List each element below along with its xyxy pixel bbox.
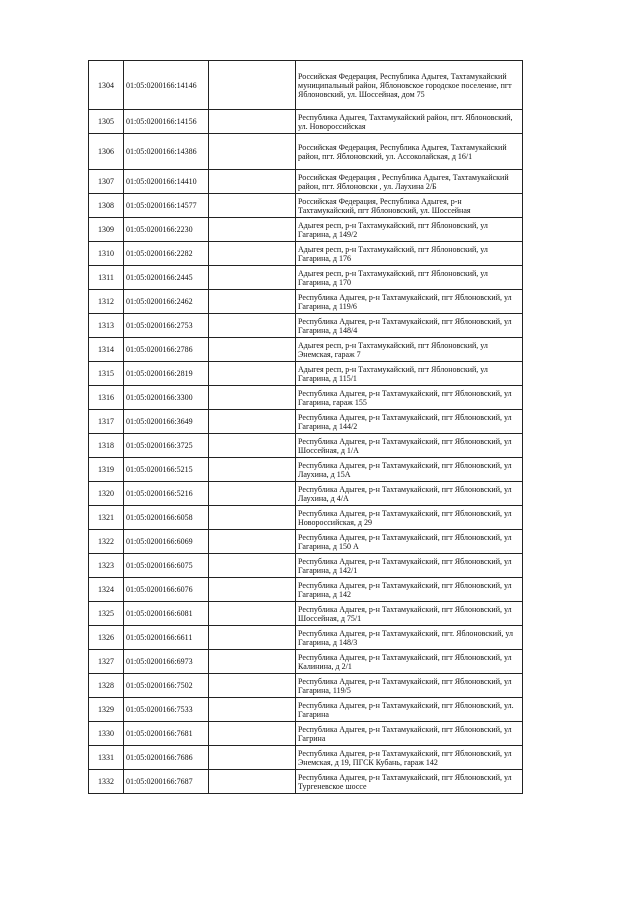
row-number-cell: 1323 [89, 554, 124, 578]
table-row [89, 770, 523, 794]
table-row [89, 482, 523, 506]
address-cell: Республика Адыгея, р-н Тахтамукайский, пгт Яблоновский, ул. Гагарина [296, 698, 523, 722]
address-cell: Республика Адыгея, р-н Тахтамукайский, пгт. Яблоновский, ул Гагарина, д 148/3 [296, 626, 523, 650]
empty-cell [209, 554, 296, 578]
cadastral-number-cell: 01:05:0200166:2230 [124, 218, 209, 242]
cadastral-number-cell: 01:05:0200166:14577 [124, 194, 209, 218]
address-cell: Республика Адыгея, р-н Тахтамукайский, пгт Яблоновский, ул Гагарина, д 142/1 [296, 554, 523, 578]
empty-cell [209, 314, 296, 338]
empty-cell [209, 61, 296, 110]
address-cell: Республика Адыгея, р-н Тахтамукайский, пгт Яблоновский, ул Новороссийская, д 29 [296, 506, 523, 530]
empty-cell [209, 626, 296, 650]
table-row [89, 458, 523, 482]
empty-cell [209, 746, 296, 770]
address-cell: Республика Адыгея, Тахтамукайский район, пгт. Яблоновский, ул. Новороссийская [296, 110, 523, 134]
address-cell: Адыгея респ, р-н Тахтамукайский, пгт Яблоновский, ул Энемская, гараж 7 [296, 338, 523, 362]
table-row [89, 650, 523, 674]
empty-cell [209, 578, 296, 602]
table-row [89, 434, 523, 458]
address-cell: Республика Адыгея, р-н Тахтамукайский, пгт Яблоновский, ул Шоссейная, д 1/А [296, 434, 523, 458]
empty-cell [209, 506, 296, 530]
cadastral-number-cell: 01:05:0200166:6069 [124, 530, 209, 554]
table-row [89, 578, 523, 602]
empty-cell [209, 674, 296, 698]
cadastral-number-cell: 01:05:0200166:3300 [124, 386, 209, 410]
table-row [89, 410, 523, 434]
row-number-cell: 1315 [89, 362, 124, 386]
table-row [89, 530, 523, 554]
address-cell: Республика Адыгея, р-н Тахтамукайский, пгт Яблоновский, ул Гагрина [296, 722, 523, 746]
table-row [89, 554, 523, 578]
address-cell: Республика Адыгея, р-н Тахтамукайский, пгт Яблоновский, ул Гагарина, гараж 155 [296, 386, 523, 410]
row-number-cell: 1328 [89, 674, 124, 698]
cadastral-number-cell: 01:05:0200166:14386 [124, 134, 209, 170]
table-row [89, 626, 523, 650]
cadastral-number-cell: 01:05:0200166:2445 [124, 266, 209, 290]
row-number-cell: 1306 [89, 134, 124, 170]
row-number-cell: 1309 [89, 218, 124, 242]
cadastral-number-cell: 01:05:0200166:6076 [124, 578, 209, 602]
row-number-cell: 1316 [89, 386, 124, 410]
empty-cell [209, 266, 296, 290]
table-row [89, 290, 523, 314]
address-cell: Республика Адыгея, р-н Тахтамукайский, пгт Яблоновский, ул Шоссейная, д 75/1 [296, 602, 523, 626]
row-number-cell: 1322 [89, 530, 124, 554]
address-cell: Республика Адыгея, р-н Тахтамукайский, пгт Яблоновский, ул Гагарина, д 119/6 [296, 290, 523, 314]
empty-cell [209, 410, 296, 434]
empty-cell [209, 218, 296, 242]
table-row [89, 134, 523, 170]
address-cell: Российская Федерация, Республика Адыгея, Тахтамукайский муниципальный район, Яблоновское городское поселение, пгт Яблоновский, ул. Шоссейная, дом 75 [296, 61, 523, 110]
address-cell: Республика Адыгея, р-н Тахтамукайский, пгт Яблоновский, ул Калинина, д 2/1 [296, 650, 523, 674]
empty-cell [209, 602, 296, 626]
cadastral-number-cell: 01:05:0200166:6081 [124, 602, 209, 626]
cadastral-number-cell: 01:05:0200166:14410 [124, 170, 209, 194]
table-row [89, 602, 523, 626]
row-number-cell: 1317 [89, 410, 124, 434]
address-cell: Адыгея респ, р-н Тахтамукайский, пгт Яблоновский, ул Гагарина, д 176 [296, 242, 523, 266]
address-cell: Республика Адыгея, р-н Тахтамукайский, пгт Яблоновский, ул Лаухина, д 15А [296, 458, 523, 482]
empty-cell [209, 290, 296, 314]
empty-cell [209, 194, 296, 218]
table-row [89, 386, 523, 410]
table-row [89, 722, 523, 746]
address-cell: Республика Адыгея, р-н Тахтамукайский, пгт Яблоновский, ул Гагарина, д 142 [296, 578, 523, 602]
table-row [89, 218, 523, 242]
table-row [89, 674, 523, 698]
address-cell: Республика Адыгея, р-н Тахтамукайский, пгт Яблоновский, ул Гагарина, д 144/2 [296, 410, 523, 434]
row-number-cell: 1313 [89, 314, 124, 338]
land-plot-register-table [88, 60, 523, 794]
cadastral-number-cell: 01:05:0200166:7687 [124, 770, 209, 794]
cadastral-number-cell: 01:05:0200166:7686 [124, 746, 209, 770]
cadastral-number-cell: 01:05:0200166:14156 [124, 110, 209, 134]
cadastral-number-cell: 01:05:0200166:5216 [124, 482, 209, 506]
address-cell: Адыгея респ, р-н Тахтамукайский, пгт Яблоновский, ул Гагарина, д 170 [296, 266, 523, 290]
address-cell: Республика Адыгея, р-н Тахтамукайский, пгт Яблоновский, ул Гагарина, д 150 А [296, 530, 523, 554]
row-number-cell: 1324 [89, 578, 124, 602]
row-number-cell: 1305 [89, 110, 124, 134]
table-row [89, 506, 523, 530]
table-row [89, 110, 523, 134]
empty-cell [209, 530, 296, 554]
empty-cell [209, 434, 296, 458]
cadastral-number-cell: 01:05:0200166:7502 [124, 674, 209, 698]
row-number-cell: 1308 [89, 194, 124, 218]
address-cell: Адыгея респ, р-н Тахтамукайский, пгт Яблоновский, ул Гагарина, д 115/1 [296, 362, 523, 386]
row-number-cell: 1320 [89, 482, 124, 506]
empty-cell [209, 338, 296, 362]
table-row [89, 314, 523, 338]
table-body [89, 61, 523, 794]
cadastral-number-cell: 01:05:0200166:2282 [124, 242, 209, 266]
table-row [89, 338, 523, 362]
table-row [89, 61, 523, 110]
cadastral-number-cell: 01:05:0200166:2786 [124, 338, 209, 362]
address-cell: Республика Адыгея, р-н Тахтамукайский, пгт Яблоновский, ул Гагарина, 119/5 [296, 674, 523, 698]
row-number-cell: 1332 [89, 770, 124, 794]
row-number-cell: 1312 [89, 290, 124, 314]
row-number-cell: 1319 [89, 458, 124, 482]
empty-cell [209, 482, 296, 506]
row-number-cell: 1327 [89, 650, 124, 674]
address-cell: Республика Адыгея, р-н Тахтамукайский, пгт Яблоновский, ул Гагарина, д 148/4 [296, 314, 523, 338]
row-number-cell: 1325 [89, 602, 124, 626]
table-row [89, 266, 523, 290]
cadastral-number-cell: 01:05:0200166:2753 [124, 314, 209, 338]
address-cell: Адыгея респ, р-н Тахтамукайский, пгт Яблоновский, ул Гагарина, д 149/2 [296, 218, 523, 242]
cadastral-number-cell: 01:05:0200166:14146 [124, 61, 209, 110]
cadastral-number-cell: 01:05:0200166:6058 [124, 506, 209, 530]
empty-cell [209, 722, 296, 746]
row-number-cell: 1321 [89, 506, 124, 530]
row-number-cell: 1304 [89, 61, 124, 110]
empty-cell [209, 458, 296, 482]
cadastral-number-cell: 01:05:0200166:3725 [124, 434, 209, 458]
table-row [89, 362, 523, 386]
empty-cell [209, 170, 296, 194]
table-row [89, 242, 523, 266]
row-number-cell: 1311 [89, 266, 124, 290]
cadastral-number-cell: 01:05:0200166:3649 [124, 410, 209, 434]
address-cell: Республика Адыгея, р-н Тахтамукайский, пгт Яблоновский, ул Энемская, д 19, ПГСК Кубань, гараж 142 [296, 746, 523, 770]
address-cell: Республика Адыгея, р-н Тахтамукайский, пгт Яблоновский, ул Тургеневское шоссе [296, 770, 523, 794]
row-number-cell: 1331 [89, 746, 124, 770]
row-number-cell: 1314 [89, 338, 124, 362]
cadastral-number-cell: 01:05:0200166:2462 [124, 290, 209, 314]
row-number-cell: 1310 [89, 242, 124, 266]
address-cell: Российская Федерация, Республика Адыгея, р-н Тахтамукайский, пгт Яблоновский, ул. Шоссейная [296, 194, 523, 218]
row-number-cell: 1330 [89, 722, 124, 746]
row-number-cell: 1318 [89, 434, 124, 458]
cadastral-number-cell: 01:05:0200166:2819 [124, 362, 209, 386]
empty-cell [209, 386, 296, 410]
cadastral-number-cell: 01:05:0200166:7533 [124, 698, 209, 722]
row-number-cell: 1329 [89, 698, 124, 722]
cadastral-number-cell: 01:05:0200166:5215 [124, 458, 209, 482]
table-row [89, 698, 523, 722]
empty-cell [209, 650, 296, 674]
cadastral-number-cell: 01:05:0200166:6611 [124, 626, 209, 650]
cadastral-number-cell: 01:05:0200166:6973 [124, 650, 209, 674]
empty-cell [209, 770, 296, 794]
empty-cell [209, 698, 296, 722]
table-row [89, 170, 523, 194]
address-cell: Республика Адыгея, р-н Тахтамукайский, пгт Яблоновский, ул Лаухина, д 4/А [296, 482, 523, 506]
address-cell: Российская Федерация , Республика Адыгея, Тахтамукайский район, пгт. Яблоновски , ул. Лаухина 2/Б [296, 170, 523, 194]
address-cell: Российская Федерация, Республика Адыгея, Тахтамукайский район, пгт. Яблоновский, ул. Ассоколайская, д 16/1 [296, 134, 523, 170]
empty-cell [209, 362, 296, 386]
row-number-cell: 1326 [89, 626, 124, 650]
empty-cell [209, 110, 296, 134]
empty-cell [209, 242, 296, 266]
table-row [89, 194, 523, 218]
cadastral-number-cell: 01:05:0200166:6075 [124, 554, 209, 578]
row-number-cell: 1307 [89, 170, 124, 194]
table-row [89, 746, 523, 770]
empty-cell [209, 134, 296, 170]
cadastral-number-cell: 01:05:0200166:7681 [124, 722, 209, 746]
